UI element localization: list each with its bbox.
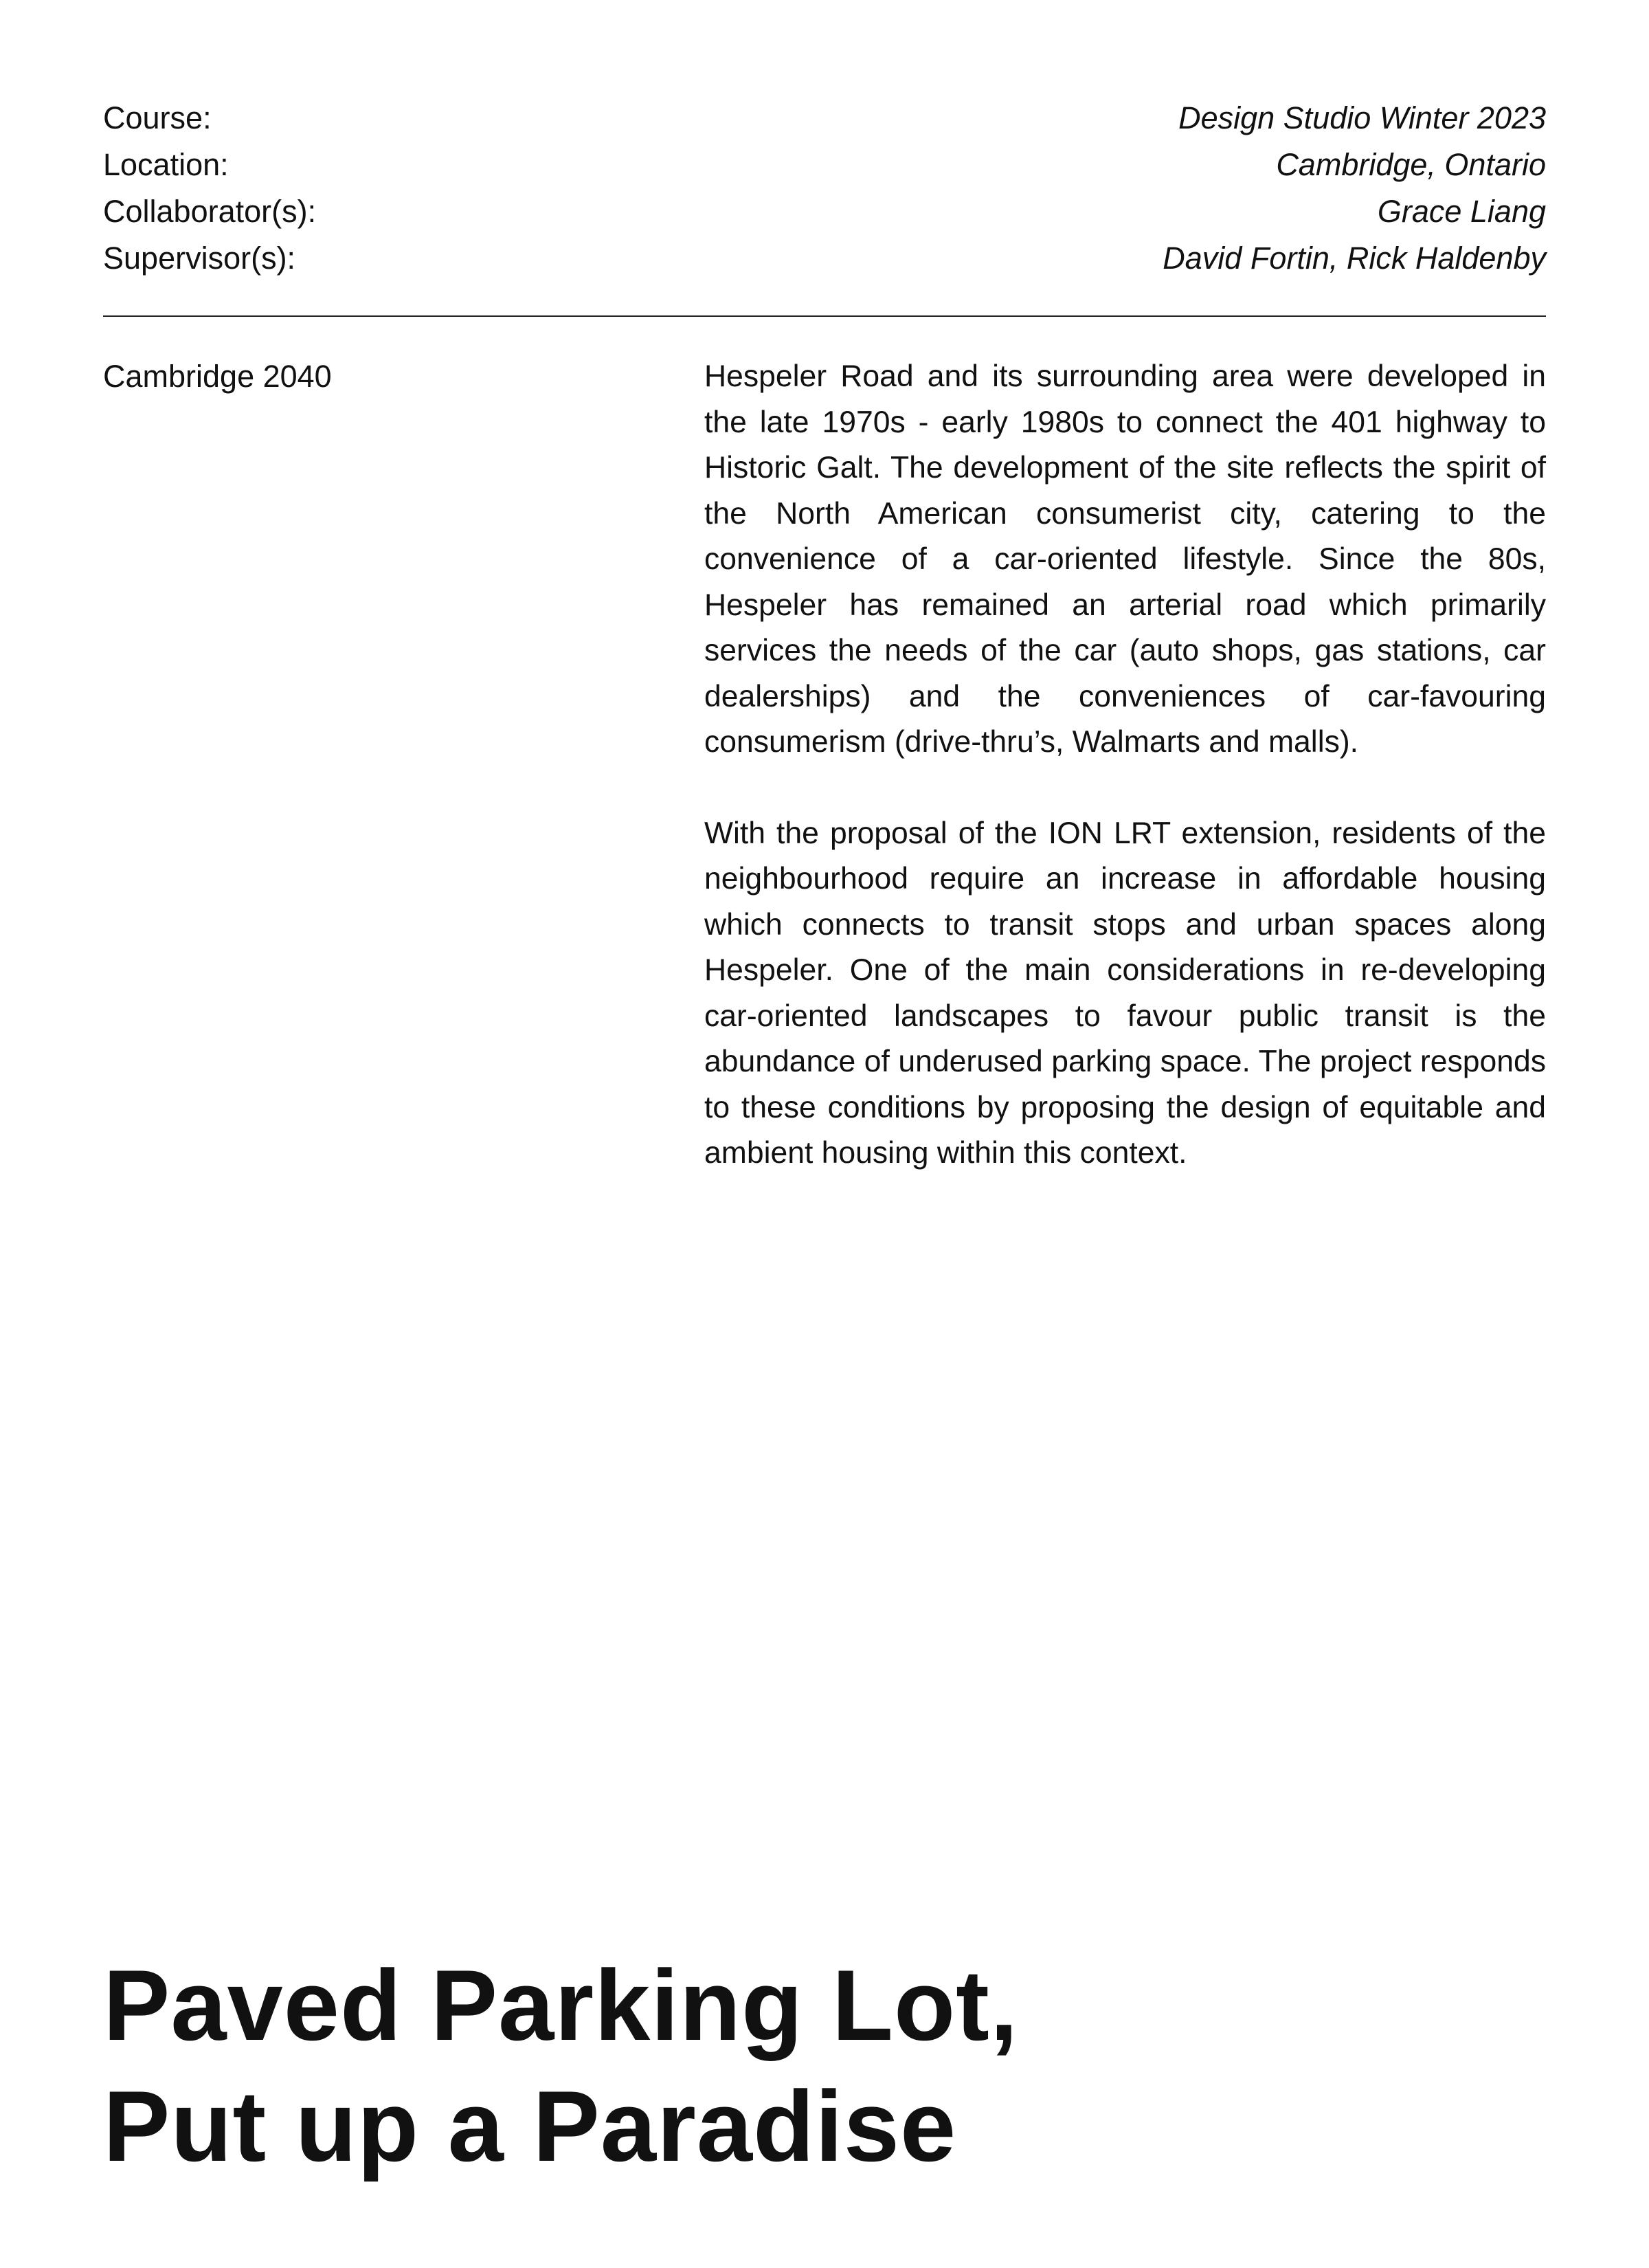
project-title [103, 1945, 1018, 2187]
project-metadata [103, 95, 1546, 282]
meta-row-location [103, 142, 1546, 188]
collaborators-label: Collaborator(s): [103, 194, 317, 229]
title-line-2: Put up a Paradise [103, 2070, 957, 2182]
project-name: Cambridge 2040 [103, 359, 332, 394]
description-paragraph-2: With the proposal of the ION LRT extension, residents of the neighbourhood require an increase in affordable housing which connects to transit stops and urban spaces along Hespeler. One of the main considerations in re-developing car-oriented landscapes to favour public transit is the abundance of underused parking space. The project responds to these conditions by proposing the design of equitable and ambient housing within this context. [704, 816, 1546, 1170]
supervisors-label: Supervisor(s): [103, 241, 296, 276]
location-label: Location: [103, 147, 229, 182]
location-value: Cambridge, Ontario [1276, 147, 1546, 182]
title-line-1: Paved Parking Lot, [103, 1949, 1019, 2061]
collaborators-value: Grace Liang [1377, 194, 1546, 229]
course-value: Design Studio Winter 2023 [1178, 100, 1546, 135]
divider-rule [103, 315, 1546, 317]
supervisors-value: David Fortin, Rick Haldenby [1163, 241, 1546, 276]
course-label: Course: [103, 100, 212, 135]
meta-row-collaborators [103, 188, 1546, 235]
meta-row-supervisors [103, 235, 1546, 282]
meta-row-course [103, 95, 1546, 142]
description-paragraph-1: Hespeler Road and its surrounding area were developed in the late 1970s - early 1980s to connect the 401 highway to Historic Galt. The development of the site reflects the spirit of the North American consumerist city, catering to the convenience of a car-oriented lifestyle. Since the 80s, Hespeler has remained an arterial road which primarily services the needs of the car (auto shops, gas stations, car dealerships) and the conveniences of car-favouring consumerism (drive-thru’s, Walmarts and malls). [704, 359, 1546, 759]
project-description [704, 354, 1546, 1222]
